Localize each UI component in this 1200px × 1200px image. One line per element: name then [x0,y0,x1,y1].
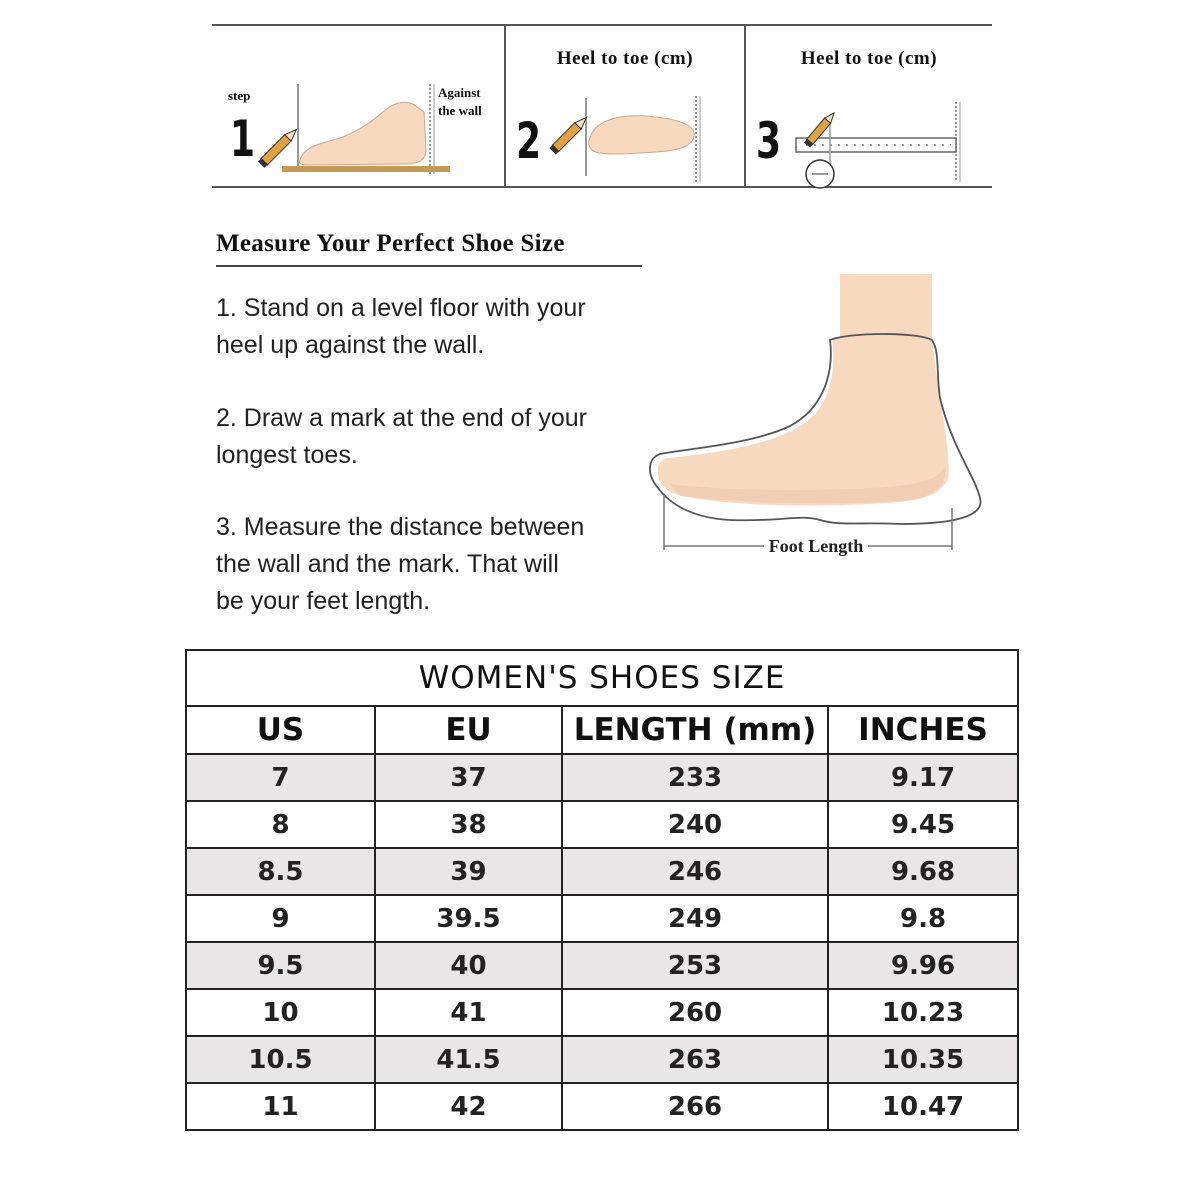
womens-shoe-size-table [185,649,1019,1131]
eu-size-cell: 41 [375,989,562,1036]
step-2-panel [504,26,744,186]
length-cell: 260 [562,989,828,1036]
table-row [186,989,1018,1036]
inches-cell: 9.96 [828,942,1018,989]
step-label: step [228,88,251,103]
column-header-length: LENGTH (mm) [562,706,828,754]
eu-size-cell: 39.5 [375,895,562,942]
us-size-cell: 10 [186,989,375,1036]
table-row [186,942,1018,989]
measuring-steps [212,24,992,188]
us-size-cell: 8.5 [186,848,375,895]
table-row [186,801,1018,848]
step-3-number: 3 [756,112,782,170]
eu-size-cell: 37 [375,754,562,801]
eu-size-cell: 42 [375,1083,562,1130]
us-size-cell: 8 [186,801,375,848]
table-row [186,895,1018,942]
measure-title: Measure Your Perfect Shoe Size [216,230,565,257]
us-size-cell: 9.5 [186,942,375,989]
eu-size-cell: 38 [375,801,562,848]
us-size-cell: 11 [186,1083,375,1130]
inches-cell: 9.17 [828,754,1018,801]
step-1-number: 1 [230,110,256,168]
eu-size-cell: 41.5 [375,1036,562,1083]
heel-to-toe-title: Heel to toe (cm) [800,48,938,69]
length-cell: 249 [562,895,828,942]
foot-length-illustration [640,268,990,568]
eu-size-cell: 40 [375,942,562,989]
length-cell: 240 [562,801,828,848]
ruler-measurement-drawing [746,26,994,190]
table-row [186,1036,1018,1083]
column-header-eu: EU [375,706,562,754]
inches-cell: 10.23 [828,989,1018,1036]
foot-top-view-drawing [506,26,746,190]
length-cell: 246 [562,848,828,895]
table-row [186,848,1018,895]
us-size-cell: 10.5 [186,1036,375,1083]
us-size-cell: 9 [186,895,375,942]
title-underline [216,265,642,267]
length-cell: 253 [562,942,828,989]
column-header-us: US [186,706,375,754]
table-row [186,754,1018,801]
step-1-panel [212,26,504,186]
instruction-step-1: 1. Stand on a level floor with your heel up against the wall. [216,294,586,359]
eu-size-cell: 39 [375,848,562,895]
step-3-panel [744,26,992,186]
inches-cell: 9.8 [828,895,1018,942]
table-title: WOMEN'S SHOES SIZE [186,650,1018,706]
inches-cell: 9.45 [828,801,1018,848]
column-header-inches: INCHES [828,706,1018,754]
instruction-step-3: 3. Measure the distance between the wall and the mark. That will be your feet length. [216,513,585,615]
foot-against-wall-drawing [212,26,504,190]
table-row [186,1083,1018,1130]
us-size-cell: 7 [186,754,375,801]
heel-to-toe-title: Heel to toe (cm) [556,48,694,69]
foot-length-label: Foot Length [768,536,864,556]
instruction-step-2: 2. Draw a mark at the end of your longest toes. [216,404,588,469]
inches-cell: 10.35 [828,1036,1018,1083]
inches-cell: 9.68 [828,848,1018,895]
length-cell: 263 [562,1036,828,1083]
against-wall-note: Against the wall [438,85,482,118]
step-2-number: 2 [516,112,542,170]
length-cell: 266 [562,1083,828,1130]
inches-cell: 10.47 [828,1083,1018,1130]
length-cell: 233 [562,754,828,801]
